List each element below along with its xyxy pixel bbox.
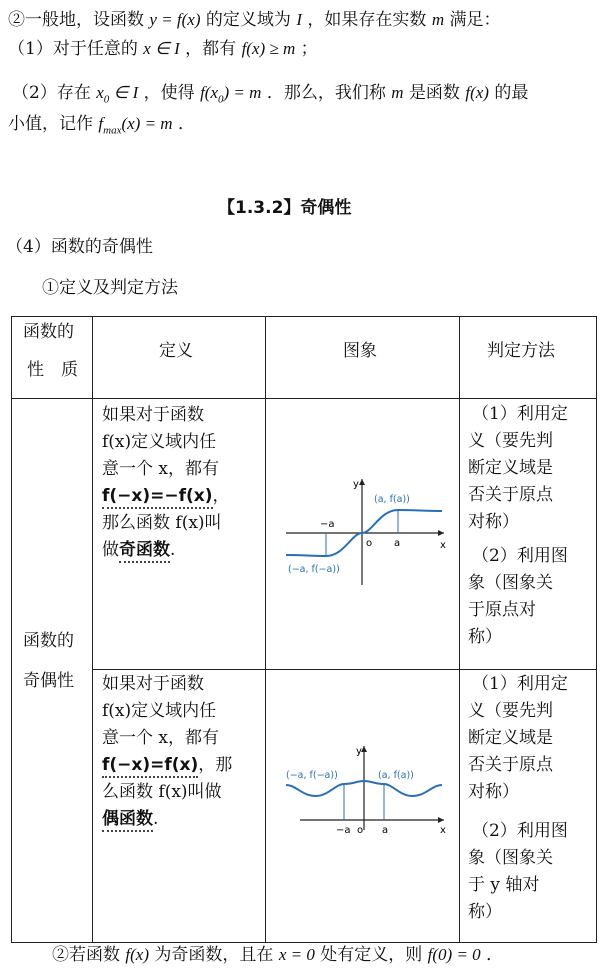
odd-def-line5: 那么函数 f(x)叫 (102, 513, 222, 533)
text: 小值，记作 (8, 114, 93, 134)
subscript: 0 (103, 93, 110, 106)
even-method1-line4: 否关于原点 (468, 755, 553, 775)
header-property-line2: 性 质 (27, 360, 78, 380)
x-axis-arrow (438, 817, 444, 823)
even-definition-cell (93, 670, 266, 943)
property-cell (12, 399, 93, 943)
math: y = f(x) (149, 10, 201, 29)
even-method2-line1: （2）利用图 (472, 821, 568, 841)
subscript: max (103, 124, 122, 137)
math: f(x) ≥ m (241, 39, 296, 58)
subsection-title: （4）函数的奇偶性 (6, 237, 153, 257)
text: . (153, 809, 159, 829)
odd-formula: f(−x)=−f(x) (102, 486, 213, 509)
subscript: 0 (218, 93, 224, 106)
math: f(x) (465, 83, 489, 102)
text: ②一般地，设函数 (8, 10, 144, 30)
item-heading: ①定义及判定方法 (42, 278, 178, 298)
even-method-cell (460, 670, 597, 943)
footer-statement (52, 944, 503, 966)
math (200, 83, 262, 106)
math-end: ) = m (223, 83, 262, 102)
odd-def-line1: 如果对于函数 (102, 405, 204, 425)
text: 满足： (449, 10, 501, 30)
text: （2）存在 (12, 83, 91, 103)
odd-def-line2: f(x)定义域内任 (102, 432, 217, 452)
math: f(x) (125, 945, 149, 964)
even-def-line3: 意一个 x，都有 (102, 728, 219, 748)
math: f(0) = 0 (427, 945, 481, 964)
origin-label: o (366, 538, 373, 549)
odd-method-cell (460, 399, 597, 670)
intro-condition-2 (12, 82, 528, 110)
point-pos-label: (a, f(a)) (378, 770, 414, 781)
odd-method1-line1: （1）利用定 (472, 404, 568, 424)
even-method2-line3: 于 y 轴对 (468, 875, 540, 895)
text: ， (212, 486, 230, 506)
math: x = 0 (278, 945, 315, 964)
math-in: ∈ I (113, 83, 139, 102)
odd-method2-line4: 称） (468, 627, 502, 647)
math: x ∈ I (143, 39, 180, 58)
point-neg-label: (−a, f(−a)) (288, 564, 340, 575)
even-function-term: 偶函数 (102, 809, 153, 832)
math (98, 114, 173, 137)
text: . (170, 540, 176, 560)
header-graph: 图象 (343, 341, 377, 361)
header-cell-method (460, 317, 597, 399)
pos-a-label: a (382, 825, 389, 836)
even-def-line6 (102, 806, 158, 833)
text: ，如果存在实数 (307, 10, 427, 30)
text: 是函数 (408, 83, 460, 103)
even-formula: f(−x)=f(x) (102, 755, 198, 778)
math: m (431, 10, 445, 29)
header-cell-definition (93, 317, 266, 399)
y-label: y (356, 746, 362, 757)
x-label: x (440, 825, 446, 836)
odd-method1-line2: 义（要先判 (468, 431, 553, 451)
text: ． (486, 945, 504, 965)
parity-table (11, 316, 597, 943)
neg-a-label: −a (320, 519, 335, 530)
even-def-line1: 如果对于函数 (102, 674, 204, 694)
text: ②若函数 (52, 945, 120, 965)
y-axis-arrow (359, 479, 365, 485)
property-line1: 函数的 (23, 631, 74, 651)
text: 处有定义，则 (320, 945, 423, 965)
even-method1-line5: 对称） (468, 782, 519, 802)
text: ．那么，我们称 (266, 83, 386, 103)
header-definition: 定义 (159, 341, 193, 361)
header-cell-graph (266, 317, 460, 399)
even-def-formula-line (102, 752, 232, 779)
odd-method2-line3: 于原点对 (468, 600, 536, 620)
odd-function-graph (266, 399, 459, 669)
header-cell-property (12, 317, 93, 399)
odd-method2-line1: （2）利用图 (472, 546, 568, 566)
text: 的定义域为 (205, 10, 291, 30)
odd-method1-line3: 断定义域是 (468, 458, 553, 478)
odd-method2-line2: 象（图象关 (468, 573, 553, 593)
neg-a-label: −a (336, 825, 351, 836)
even-method2-line2: 象（图象关 (468, 848, 553, 868)
text: （1）对于任意的 (8, 39, 138, 59)
math-f: f(x (200, 83, 219, 102)
math: I (296, 10, 302, 29)
even-method2-line4: 称） (468, 902, 502, 922)
math: m (391, 83, 404, 102)
text: 为奇函数，且在 (154, 945, 274, 965)
odd-def-line3: 意一个 x，都有 (102, 459, 219, 479)
header-property-line1: 函数的 (23, 322, 74, 342)
property-line2: 奇偶性 (23, 671, 74, 691)
text: 的最 (494, 83, 529, 103)
math-x: x (96, 83, 104, 102)
text: 做 (102, 540, 119, 560)
odd-function-term: 奇函数 (119, 540, 170, 563)
even-def-line2: f(x)定义域内任 (102, 701, 217, 721)
intro-line-1 (8, 9, 501, 31)
point-pos-label: (a, f(a)) (374, 494, 410, 505)
even-graph-cell (266, 670, 460, 943)
even-method1-line1: （1）利用定 (472, 674, 568, 694)
text: ； (300, 39, 318, 59)
x-axis-arrow (438, 530, 444, 536)
text: ，那 (198, 755, 233, 775)
even-function-graph (266, 670, 459, 942)
intro-condition-1 (8, 38, 318, 60)
y-label: y (353, 479, 359, 490)
math-rest: (x) = m (121, 114, 173, 133)
math (96, 83, 139, 106)
odd-graph-cell (266, 399, 460, 670)
text: ，都有 (185, 39, 237, 59)
math-f: f (98, 114, 104, 133)
point-neg-label: (−a, f(−a)) (286, 770, 338, 781)
intro-condition-3 (8, 113, 195, 141)
odd-method1-line4: 否关于原点 (468, 485, 553, 505)
even-def-line5: 么函数 f(x)叫做 (102, 782, 222, 802)
origin-label: o (357, 825, 364, 836)
even-method1-line2: 义（要先判 (468, 701, 553, 721)
pos-a-label: a (394, 538, 401, 549)
odd-definition-cell (93, 399, 266, 670)
text: ，使得 (143, 83, 195, 103)
odd-def-formula-line (102, 483, 230, 510)
odd-def-line6 (102, 537, 175, 564)
section-title: 【1.3.2】奇偶性 (218, 198, 352, 218)
x-label: x (440, 540, 446, 551)
odd-method1-line5: 对称） (468, 512, 519, 532)
text: ． (178, 114, 195, 134)
header-method: 判定方法 (487, 341, 555, 361)
even-method1-line3: 断定义域是 (468, 728, 553, 748)
